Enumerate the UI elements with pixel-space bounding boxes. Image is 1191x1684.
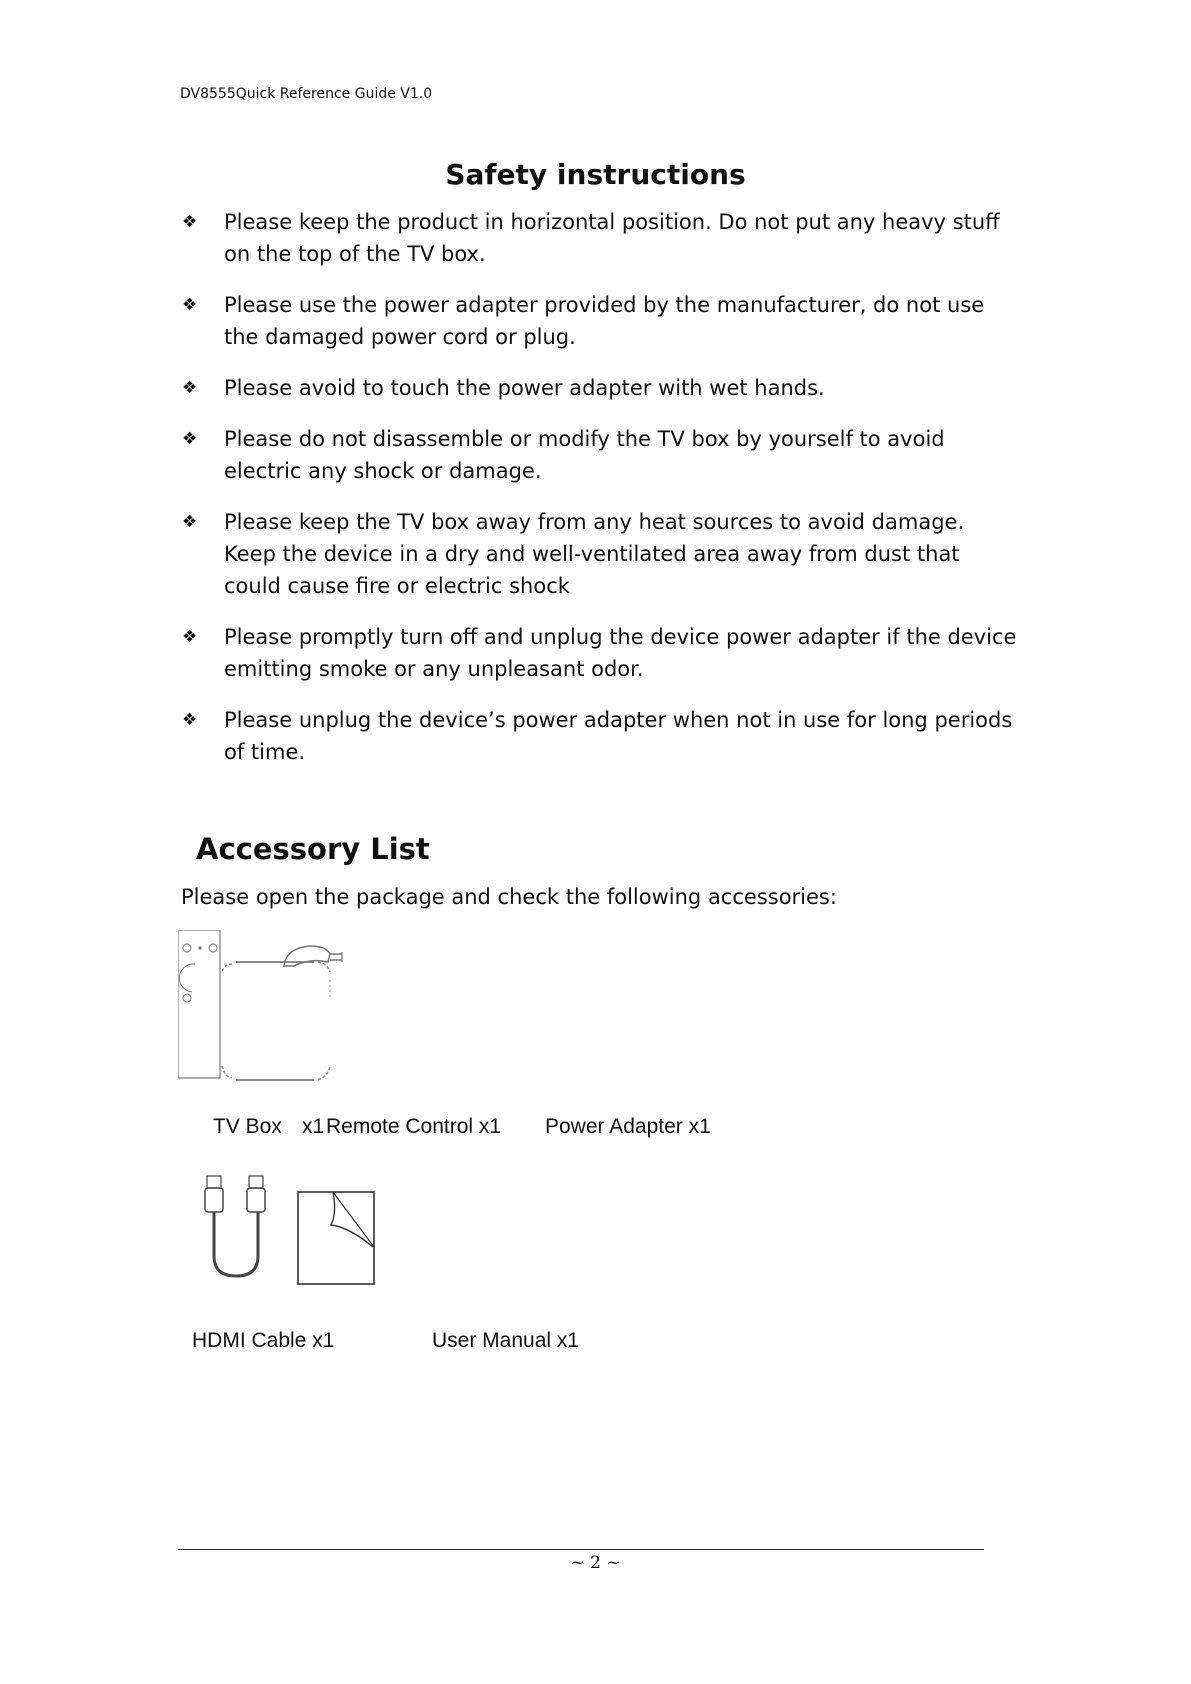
document-header: DV8555Quick Reference Guide V1.0	[180, 86, 433, 102]
list-item-text: Please do not disassemble or modify the TV box by yourself to avoid electric any shock or damage.	[224, 427, 945, 483]
accessory-intro: Please open the package and check the following accessories:	[181, 885, 837, 909]
list-item	[180, 621, 1020, 685]
list-item	[180, 704, 1020, 768]
accessory-title: Accessory List	[196, 832, 430, 866]
hdmi-cable-icon	[200, 1174, 280, 1284]
power-adapter-icon	[280, 940, 350, 980]
list-item-text: Please avoid to touch the power adapter with wet hands.	[224, 376, 825, 400]
safety-title: Safety instructions	[445, 158, 746, 191]
list-item-text: Please use the power adapter provided by the manufacturer, do not use the damaged power cord or plug.	[224, 293, 985, 349]
bullet-icon: ❖	[182, 710, 198, 730]
list-item-text: Please unplug the device’s power adapter when not in use for long periods of time.	[224, 708, 1013, 764]
footer-divider	[178, 1549, 984, 1550]
tv-box-label: TV Box	[213, 1115, 282, 1138]
list-item-text: Please keep the product in horizontal position. Do not put any heavy stuff on the top of the TV box.	[224, 210, 1000, 266]
hdmi-cable-label: HDMI Cable x1	[192, 1329, 335, 1352]
bullet-icon: ❖	[182, 212, 198, 232]
bullet-icon: ❖	[182, 627, 198, 647]
list-item	[180, 423, 1020, 487]
safety-list	[180, 206, 1020, 787]
user-manual-icon	[297, 1191, 377, 1287]
list-item	[180, 289, 1020, 353]
list-item	[180, 506, 1020, 602]
remote-control-label: Remote Control x1	[326, 1115, 502, 1138]
bullet-icon: ❖	[182, 512, 198, 532]
list-item-text: Please promptly turn off and unplug the device power adapter if the device emitting smoke or any unpleasant odor.	[224, 625, 1017, 681]
bullet-icon: ❖	[182, 295, 198, 315]
power-adapter-label: Power Adapter x1	[545, 1115, 711, 1138]
bullet-icon: ❖	[182, 378, 198, 398]
tv-box-qty-label: x1	[302, 1115, 325, 1138]
list-item-text: Please keep the TV box away from any heat sources to avoid damage. Keep the device in a dry and well-ventilated area away from dust that could cause fire or electric shock	[224, 510, 965, 598]
bullet-icon: ❖	[182, 429, 198, 449]
list-item	[180, 206, 1020, 270]
user-manual-label: User Manual x1	[432, 1329, 580, 1352]
page-number: ~ 2 ~	[570, 1553, 621, 1573]
list-item	[180, 372, 1020, 404]
